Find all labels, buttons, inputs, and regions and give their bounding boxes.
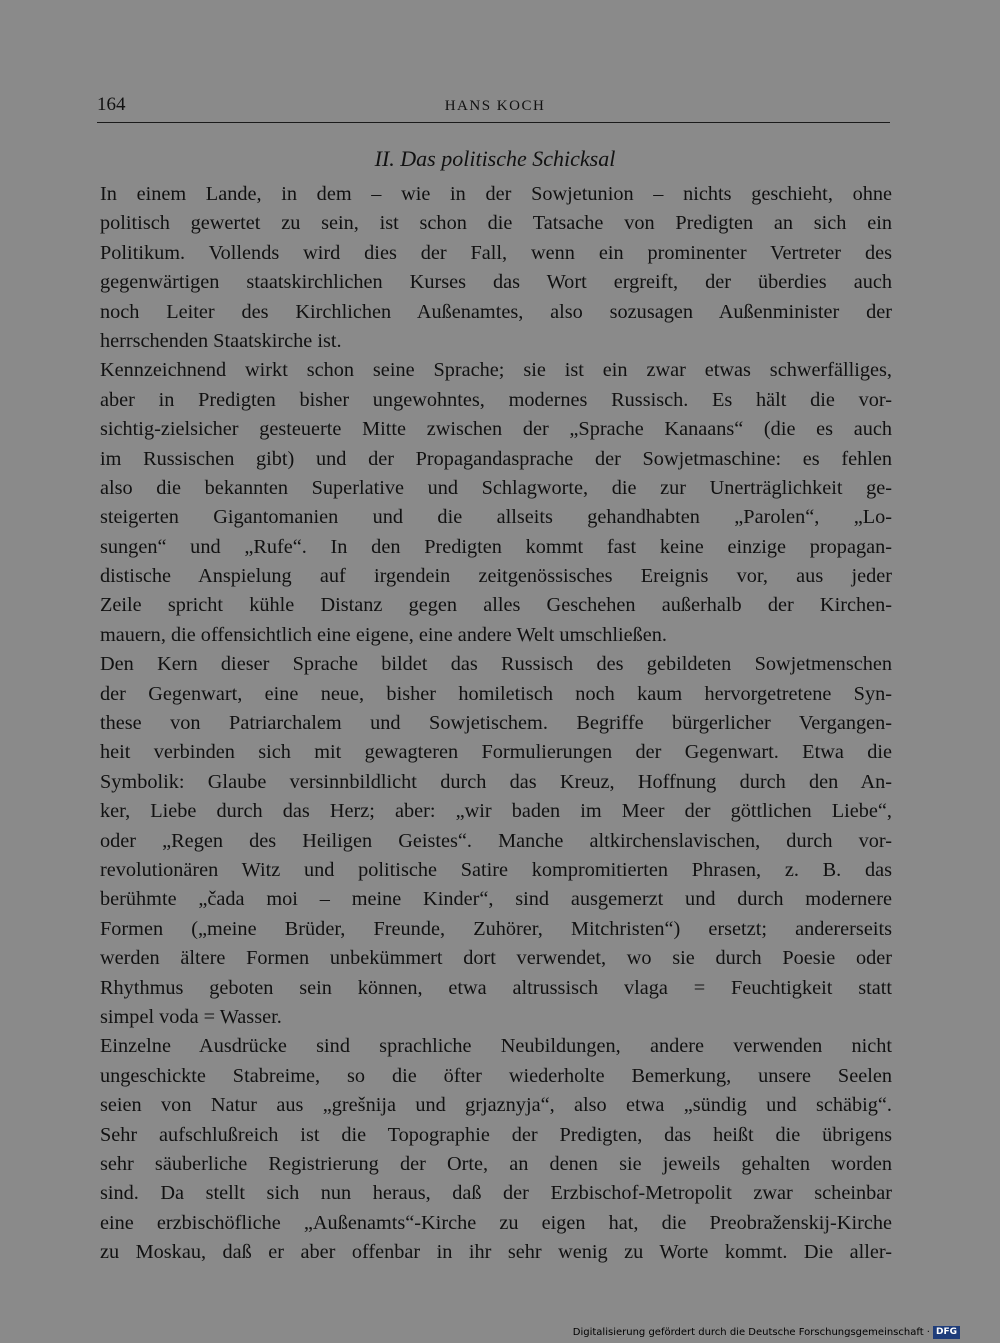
text-line: eine erzbischöfliche „Außenamts“-Kirche zu eigen hat, die Preobraženskij-Kirche <box>100 1211 892 1234</box>
text-line: im Russischen gibt) und der Propagandasprache der Sowjetmaschine: es fehlen <box>100 447 892 470</box>
text-line: Zeile spricht kühle Distanz gegen alles Geschehen außerhalb der Kirchen- <box>100 594 892 617</box>
text-line: In einem Lande, in dem – wie in der Sowjetunion – nichts geschieht, ohne <box>100 183 892 205</box>
text-line: Den Kern dieser Sprache bildet das Russisch des gebildeten Sowjetmenschen <box>100 653 892 676</box>
text-line: gegenwärtigen staatskirchlichen Kurses das Wort ergreift, der überdies auch <box>100 271 892 294</box>
text-line: Sehr aufschlußreich ist die Topographie der Predigten, das heißt die übrigens <box>100 1123 892 1146</box>
text-line: these von Patriarchalem und Sowjetischem. Begriffe bürgerlicher Vergangen- <box>100 712 892 735</box>
text-line: Einzelne Ausdrücke sind sprachliche Neubildungen, andere verwenden nicht <box>100 1035 892 1058</box>
text-line: Kennzeichnend wirkt schon seine Sprache; sie ist ein zwar etwas schwerfälliges, <box>100 359 892 382</box>
text-line: oder „Regen des Heiligen Geistes“. Manche altkirchenslavischen, durch vor- <box>100 829 892 852</box>
text-line: Formen („meine Brüder, Freunde, Zuhörer, Mitchristen“) ersetzt; andererseits <box>100 917 892 940</box>
text-line: werden ältere Formen unbekümmert dort verwendet, wo sie durch Poesie oder <box>100 947 892 970</box>
text-line: Rhythmus geboten sein können, etwa altrussisch vlaga = Feuchtigkeit statt <box>100 976 892 999</box>
text-line: ungeschickte Stabreime, so die öfter wiederholte Bemerkung, unsere Seelen <box>100 1064 892 1087</box>
text-line: sind. Da stellt sich nun heraus, daß der Erzbischof-Metropolit zwar scheinbar <box>100 1182 892 1205</box>
text-line: heit verbinden sich mit gewagteren Formulierungen der Gegenwart. Etwa die <box>100 741 892 764</box>
footer-credit <box>573 1326 960 1339</box>
section-title: II. Das politische Schicksal <box>374 146 616 171</box>
text-line: simpel voda = Wasser. <box>100 1005 282 1028</box>
running-head: HANS KOCH <box>444 98 546 114</box>
page-number: 164 <box>97 94 126 115</box>
text-line: steigerten Gigantomanien und die allseits gehandhabten „Parolen“, „Lo- <box>100 506 892 529</box>
text-line: Symbolik: Glaube versinnbildlicht durch das Kreuz, Hoffnung durch den An- <box>100 770 892 793</box>
text-line: zu Moskau, daß er aber offenbar in ihr sehr wenig zu Worte kommt. Die aller- <box>100 1241 892 1264</box>
text-line: aber in Predigten bisher ungewohntes, modernes Russisch. Es hält die vor- <box>100 388 892 411</box>
text-line: noch Leiter des Kirchlichen Außenamtes, also sozusagen Außenminister der <box>100 300 892 323</box>
footer-credit-text: Digitalisierung gefördert durch die Deutsche Forschungsgemeinschaft · <box>572 1327 930 1338</box>
text-line: also die bekannten Superlative und Schlagworte, die zur Unerträglichkeit ge- <box>100 476 892 499</box>
text-line: berühmte „čada moi – meine Kinder“, sind ausgemerzt und durch modernere <box>100 888 892 911</box>
text-line: sichtig-zielsicher gesteuerte Mitte zwischen der „Sprache Kanaans“ (die es auch <box>100 418 892 441</box>
text-line: mauern, die offensichtlich eine eigene, eine andere Welt umschließen. <box>100 623 667 646</box>
text-line: der Gegenwart, eine neue, bisher homiletisch noch kaum hervorgetretene Syn- <box>100 682 892 705</box>
body-text <box>100 180 892 1267</box>
dfg-logo: DFG <box>933 1326 960 1339</box>
text-line: Politikum. Vollends wird dies der Fall, wenn ein prominenter Vertreter des <box>100 241 892 264</box>
text-line: herrschenden Staatskirche ist. <box>100 329 342 352</box>
text-line: revolutionären Witz und politische Satire kompromitierten Phrasen, z. B. das <box>100 858 892 881</box>
text-line: politisch gewertet zu sein, ist schon die Tatsache von Predigten an sich ein <box>100 212 892 235</box>
text-line: seien von Natur aus „grešnija und grjaznyja“, also etwa „sündig und schäbig“. <box>100 1094 892 1117</box>
text-line: ker, Liebe durch das Herz; aber: „wir baden im Meer der göttlichen Liebe“, <box>100 800 892 823</box>
text-line: sehr säuberliche Registrierung der Orte, an denen sie jeweils gehalten worden <box>100 1152 892 1175</box>
text-line: distische Anspielung auf irgendein zeitgenössisches Ereignis vor, aus jeder <box>100 565 892 588</box>
text-line: sungen“ und „Rufe“. In den Predigten kommt fast keine einzige propagan- <box>100 535 892 558</box>
header-rule <box>97 122 890 123</box>
